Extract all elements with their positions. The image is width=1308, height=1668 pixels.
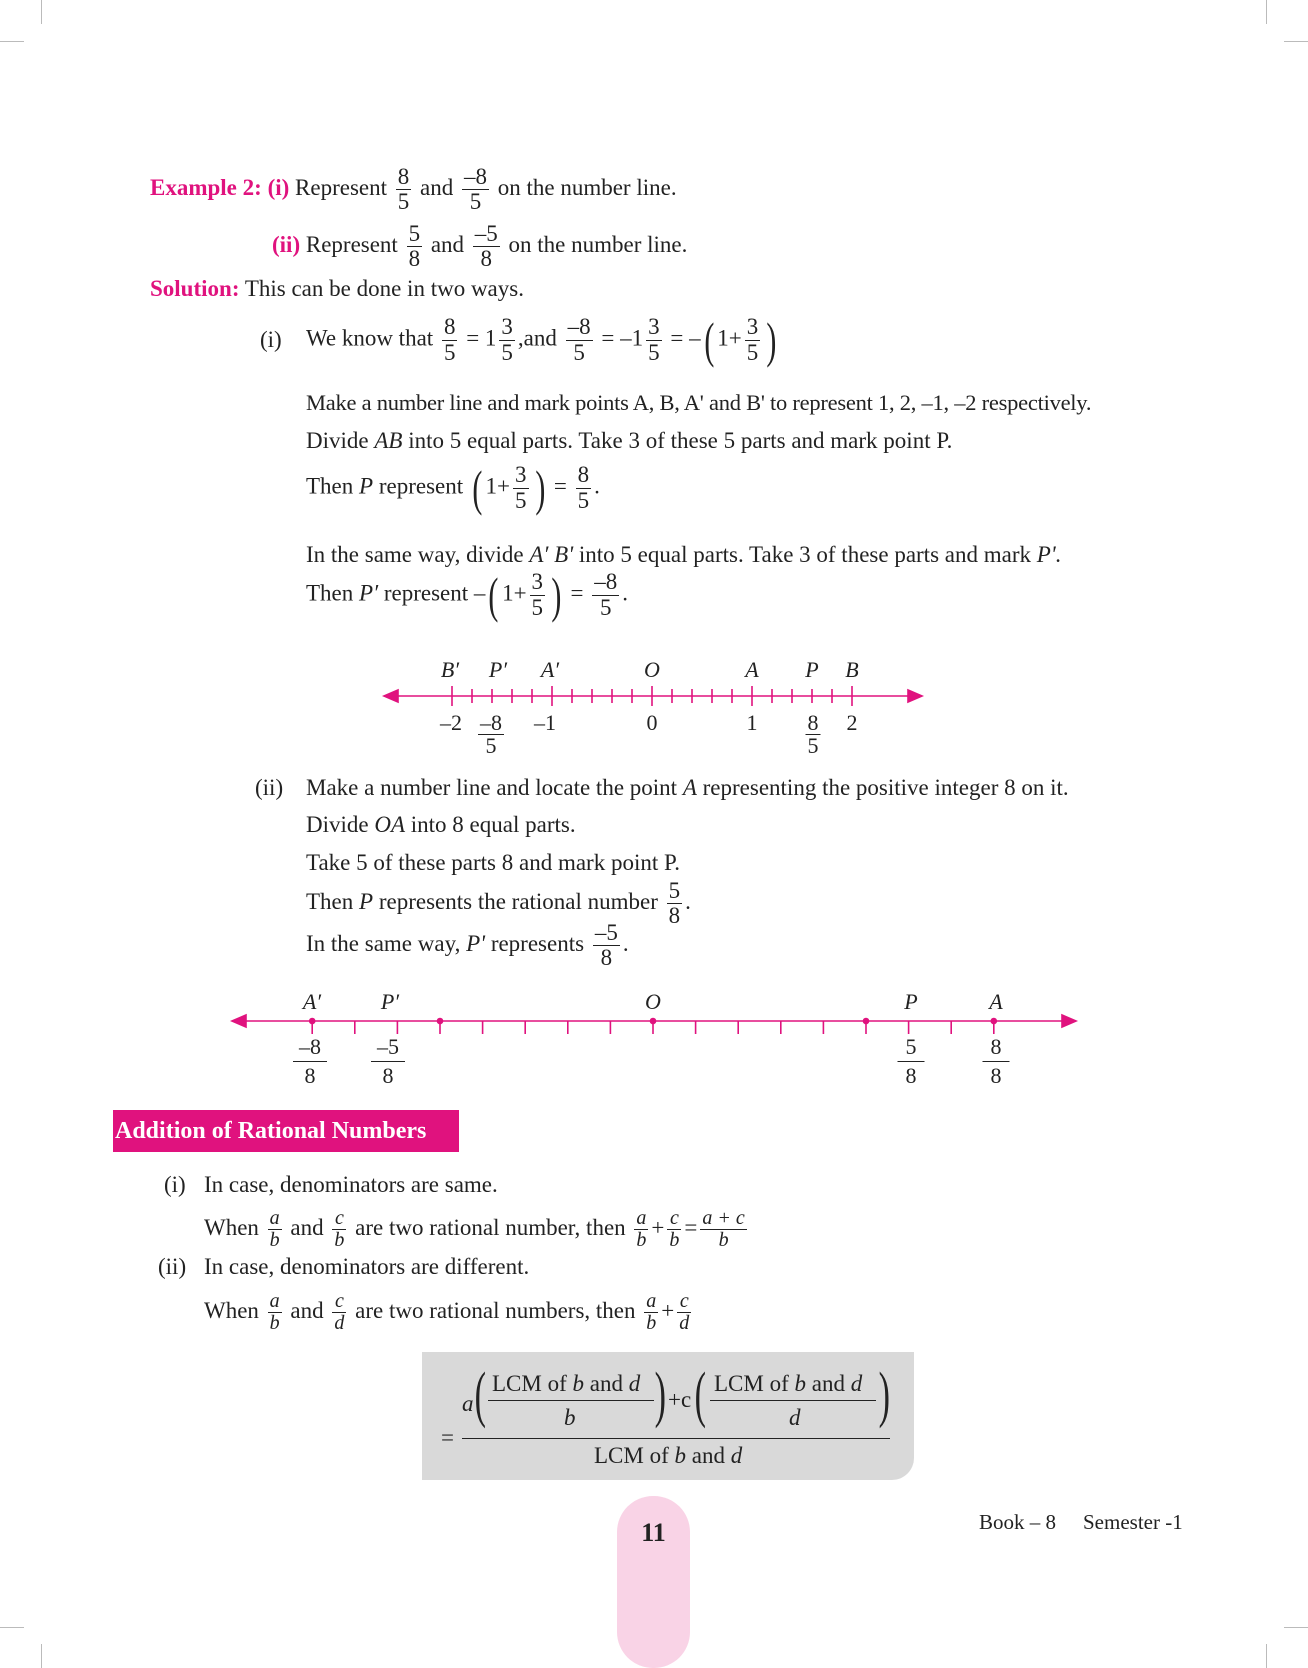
way1-equation xyxy=(306,312,780,368)
tick-label-neg5-8: $\frac{-5}{8}$ xyxy=(371,1033,405,1089)
way2-line-3: Take 5 of these parts 8 and mark point P. xyxy=(306,850,680,875)
label-p-prime: P′ xyxy=(380,989,400,1014)
point-dot xyxy=(864,1019,869,1024)
example-line-2 xyxy=(272,222,687,271)
way2-marker: (ii) xyxy=(255,775,284,800)
way1-line-3: Then P represent ( 1+ $\frac{3}{5}$ ) = $\frac{8}{5}$ . xyxy=(306,460,600,516)
tick-label-8-5: $\frac{8}{5}$ xyxy=(807,710,819,758)
fraction-c-b: $\frac{c}{b}$ xyxy=(669,1207,680,1251)
fraction-8-5: $\frac{8}{5}$ xyxy=(443,314,456,365)
tick-label-2: 2 xyxy=(846,710,858,735)
and-text: and xyxy=(420,174,454,200)
way2-line-4: Then P represents the rational number $\frac{5}{8}$ . xyxy=(306,878,691,929)
right-paren: ) xyxy=(534,460,545,516)
formula-lcm-top-2: LCM of b and d xyxy=(714,1371,863,1396)
fraction-neg8-5: $\frac{-8}{5}$ xyxy=(463,164,487,215)
left-paren: ( xyxy=(703,312,714,368)
formula-right-paren-2: ) xyxy=(878,1361,891,1429)
point-dot xyxy=(310,1019,315,1024)
fraction-neg8-5: $\frac{-8}{5}$ xyxy=(567,314,591,365)
formula-inner-bar-2 xyxy=(710,1400,876,1401)
label-o: O xyxy=(645,989,661,1014)
formula-b: b xyxy=(564,1405,576,1430)
fraction-a-b: $\frac{a}{b}$ xyxy=(646,1290,657,1334)
fraction-8-5: $\frac{8}{5}$ xyxy=(397,164,410,215)
left-paren: ( xyxy=(488,567,499,623)
right-paren: ) xyxy=(551,567,562,623)
formula-left-paren-2: ( xyxy=(694,1361,707,1429)
formula-equals: = xyxy=(441,1425,454,1450)
fraction-5-8: $\frac{5}{8}$ xyxy=(408,221,421,272)
represent-text: Represent xyxy=(295,174,387,200)
arrow-left xyxy=(232,1015,246,1027)
fraction-a-b: $\frac{a}{b}$ xyxy=(269,1290,280,1334)
crop-mark xyxy=(41,0,42,24)
section-heading: Addition of Rational Numbers xyxy=(113,1110,459,1152)
way2-line-1: Make a number line and locate the point A representing the positive integer 8 on it. xyxy=(306,775,1069,800)
example-part-i: (i) xyxy=(267,174,290,200)
formula-a: a xyxy=(462,1391,474,1416)
we-know-text: We know that xyxy=(306,325,434,351)
fraction-neg5-8: $\frac{-5}{8}$ xyxy=(474,221,498,272)
footer-book: Book – 8 xyxy=(979,1510,1057,1534)
label-p: P xyxy=(904,989,918,1014)
crop-mark xyxy=(1266,1644,1267,1668)
crop-mark xyxy=(1284,41,1308,42)
crop-mark xyxy=(1284,1627,1308,1628)
comma-and: ,and xyxy=(517,325,557,351)
fraction-5-8: $\frac{5}{8}$ xyxy=(668,878,681,929)
label-a-prime: A′ xyxy=(540,657,560,682)
tick-label-neg8-5: $\frac{-8}{5}$ xyxy=(480,710,502,758)
fraction-a-b: $\frac{a}{b}$ xyxy=(269,1207,280,1251)
point-dot xyxy=(991,1019,996,1024)
crop-mark xyxy=(0,41,24,42)
formula-denominator: LCM of b and d xyxy=(594,1443,743,1468)
tick-label-8-8: $\frac{8}{8}$ xyxy=(983,1033,1010,1089)
tick-label-1: 1 xyxy=(746,710,758,735)
solution-text: This can be done in two ways. xyxy=(244,276,524,301)
formula-main-bar xyxy=(462,1438,890,1439)
example-line-1 xyxy=(150,165,677,214)
equals-neg-one: = –1 xyxy=(601,325,644,351)
crop-mark xyxy=(1266,0,1267,24)
formula-left-paren: ( xyxy=(474,1361,487,1429)
case2-formula: When $\frac{a}{b}$ and $\frac{c}{d}$ are two rational numbers, then $\frac{a}{b}$ + $\frac{c}{d}$ xyxy=(204,1290,690,1334)
solution-label: Solution: xyxy=(150,276,240,301)
label-b: B xyxy=(845,657,859,682)
crop-mark xyxy=(0,1627,24,1628)
fraction-3-5: $\frac{3}{5}$ xyxy=(501,314,513,365)
point-dot xyxy=(651,1019,656,1024)
fraction-3-5: $\frac{3}{5}$ xyxy=(648,314,660,365)
fraction-3-5: $\frac{3}{5}$ xyxy=(531,569,544,620)
fraction-c-d: $\frac{c}{d}$ xyxy=(679,1290,690,1334)
fraction-3-5: $\frac{3}{5}$ xyxy=(515,462,527,513)
label-p: P xyxy=(805,657,819,682)
tick-label-neg2: –2 xyxy=(440,710,462,735)
tick-label-5-8: $\frac{5}{8}$ xyxy=(898,1033,925,1089)
label-o: O xyxy=(644,657,660,682)
label-p-prime: P′ xyxy=(488,657,508,682)
way1-marker: (i) xyxy=(260,327,282,352)
fraction-c-b: $\frac{c}{b}$ xyxy=(334,1207,345,1251)
way1-line-4: In the same way, divide A′ B' into 5 equal parts. Take 3 of these parts and mark P'. xyxy=(306,542,1062,567)
formula-lcm-top-1: LCM of b and d xyxy=(492,1371,641,1396)
tail-text: on the number line. xyxy=(497,174,677,200)
way1-line-2: Divide AB into 5 equal parts. Take 3 of these 5 parts and mark point P. xyxy=(306,428,953,453)
fraction-neg5-8: $\frac{-5}{8}$ xyxy=(594,920,618,971)
formula-plus-c: +c xyxy=(668,1387,692,1412)
label-a: A xyxy=(745,657,759,682)
case2-marker: (ii) xyxy=(158,1254,187,1279)
solution-line xyxy=(150,277,524,300)
example-label: Example 2: xyxy=(150,174,262,200)
tick-label-0: 0 xyxy=(646,710,658,735)
left-paren: ( xyxy=(472,460,483,516)
and-text: and xyxy=(430,231,465,257)
case1-formula: When $\frac{a}{b}$ and $\frac{c}{b}$ are two rational number, then $\frac{a}{b}$ + $\frac{c}{b}$ = $\frac{a + c}{b}$ xyxy=(204,1207,745,1251)
fraction-3-5: $\frac{3}{5}$ xyxy=(746,314,759,365)
fraction-8-5: $\frac{8}{5}$ xyxy=(577,462,590,513)
formula-inner-bar-1 xyxy=(488,1400,654,1401)
arrow-right xyxy=(908,690,922,702)
formula-d: d xyxy=(789,1405,801,1430)
way2-line-5: In the same way, P' represents $\frac{-5}{8}$ . xyxy=(306,920,629,971)
crop-mark xyxy=(41,1644,42,1668)
footer-semester: Semester -1 xyxy=(1083,1510,1183,1534)
label-a: A xyxy=(989,989,1003,1014)
label-a-prime: A′ xyxy=(302,989,322,1014)
equals-one: = 1 xyxy=(466,325,497,351)
one-plus: 1+ xyxy=(717,325,742,351)
formula-right-paren-1: ) xyxy=(654,1361,667,1429)
fraction-neg8-5: $\frac{-8}{5}$ xyxy=(594,569,618,620)
way1-line-1: Make a number line and mark points A, B, A' and B' to represent 1, 2, –1, –2 respectively. xyxy=(306,390,1092,415)
arrow-left xyxy=(384,690,398,702)
arrow-right xyxy=(1062,1015,1076,1027)
point-dot xyxy=(438,1019,443,1024)
equals-minus: = – xyxy=(670,325,701,351)
case2-text: In case, denominators are different. xyxy=(204,1254,530,1279)
way1-line-5: Then P′ represent –( 1+ $\frac{3}{5}$ ) = $\frac{-8}{5}$ . xyxy=(306,567,628,623)
case1-marker: (i) xyxy=(164,1172,186,1197)
fraction-c-d: $\frac{c}{d}$ xyxy=(334,1290,345,1334)
represent-text: Represent xyxy=(305,231,398,257)
page-number: 11 xyxy=(641,1518,666,1547)
tail-text: on the number line. xyxy=(508,231,688,257)
example-part-ii: (ii) xyxy=(272,231,301,257)
fraction-a-b: $\frac{a}{b}$ xyxy=(636,1207,647,1251)
tick-label-neg1: –1 xyxy=(534,710,556,735)
fraction-a-plus-c-over-b: $\frac{a + c}{b}$ xyxy=(702,1207,745,1251)
label-b-prime: B′ xyxy=(440,657,460,682)
right-paren: ) xyxy=(766,312,777,368)
case1-text: In case, denominators are same. xyxy=(204,1172,498,1197)
tick-label-neg8-8: $\frac{-8}{8}$ xyxy=(293,1033,327,1089)
way2-line-2: Divide OA into 8 equal parts. xyxy=(306,812,576,837)
